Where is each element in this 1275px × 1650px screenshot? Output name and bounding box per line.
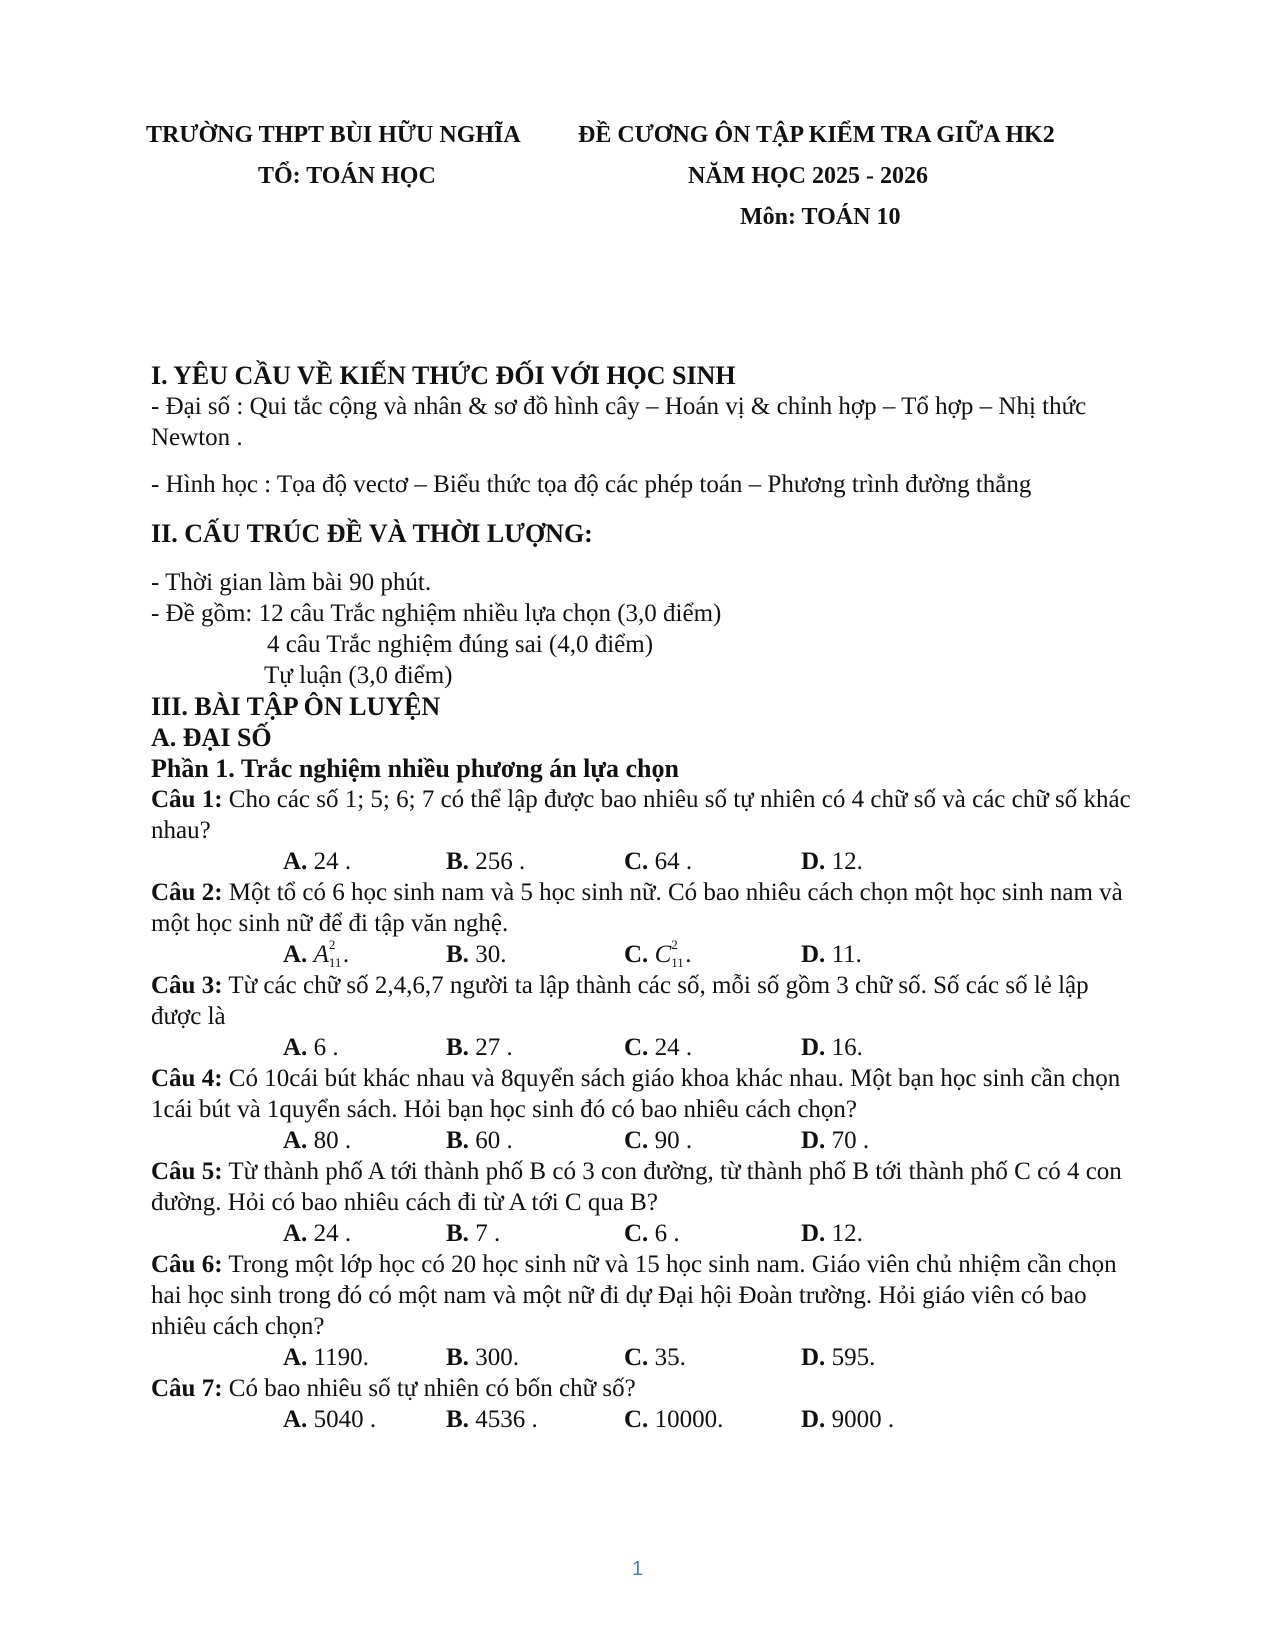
section-2-title: II. CẤU TRÚC ĐỀ VÀ THỜI LƯỢNG: — [151, 519, 593, 548]
department-name: TỔ: TOÁN HỌC — [258, 163, 436, 189]
option-a[interactable]: A. 24 . — [283, 1220, 352, 1247]
question-label: Câu 2: — [151, 879, 223, 906]
section-2-structure: - Đề gồm: 12 câu Trắc nghiệm nhiều lựa chọn (3,0 điểm) — [151, 600, 722, 627]
question-text: Trong một lớp học có 20 học sinh nữ và 15 học sinh nam. Giáo viên chủ nhiệm cần chọn hai học sinh trong đó có một nam và một nữ đi dự Đại hội Đoàn trường. Hỏi giáo viên có bao nhiêu cách chọn? — [151, 1251, 1117, 1340]
option-a[interactable]: A. 6 . — [283, 1034, 339, 1061]
option-c[interactable]: C. 24 . — [624, 1034, 693, 1061]
question-text: Cho các số 1; 5; 6; 7 có thể lập được bao nhiêu số tự nhiên có 4 chữ số và các chữ số khác nhau? — [151, 786, 1131, 844]
option-c[interactable]: C. 6 . — [624, 1220, 680, 1247]
section-1-geometry: - Hình học : Tọa độ vectơ – Biểu thức tọa độ các phép toán – Phương trình đường thẳng — [151, 471, 1032, 498]
question-label: Câu 4: — [151, 1065, 223, 1092]
subject-label: Môn: TOÁN 10 — [740, 204, 901, 230]
question-label: Câu 7: — [151, 1375, 223, 1402]
answer-options — [151, 1218, 1136, 1249]
question-4 — [151, 1063, 1136, 1125]
option-a[interactable]: A. 80 . — [283, 1127, 352, 1154]
question-text: Có 10cái bút khác nhau và 8quyển sách giáo khoa khác nhau. Một bạn học sinh cần chọn 1cái bút và 1quyển sách. Hỏi bạn học sinh đó có bao nhiêu cách chọn? — [151, 1065, 1121, 1123]
answer-options — [151, 1342, 1136, 1373]
question-6 — [151, 1249, 1136, 1342]
option-a[interactable]: A. 1190. — [283, 1344, 369, 1371]
option-a[interactable]: A. 24 . — [283, 848, 352, 875]
document-title: ĐỀ CƯƠNG ÔN TẬP KIỂM TRA GIỮA HK2 — [578, 122, 1055, 148]
question-label: Câu 6: — [151, 1251, 223, 1278]
question-text: Từ thành phố A tới thành phố B có 3 con đường, từ thành phố B tới thành phố C có 4 con đường. Hỏi có bao nhiêu cách đi từ A tới C qua B? — [151, 1158, 1122, 1216]
option-c[interactable]: C. 35. — [624, 1344, 686, 1371]
section-2-essay: Tự luận (3,0 điểm) — [264, 662, 453, 689]
section-3-subtitle: A. ĐẠI SỐ — [151, 723, 272, 752]
option-a[interactable]: A. A 2 11 . — [283, 937, 350, 971]
page-number: 1 — [631, 1558, 644, 1580]
part-1-title: Phần 1. Trắc nghiệm nhiều phương án lựa chọn — [151, 754, 679, 783]
question-label: Câu 5: — [151, 1158, 223, 1185]
option-a[interactable]: A. 5040 . — [283, 1406, 377, 1433]
school-year: NĂM HỌC 2025 - 2026 — [688, 163, 928, 189]
option-d[interactable]: D. 16. — [801, 1034, 863, 1061]
answer-options — [151, 939, 1136, 970]
option-b[interactable]: B. 300. — [446, 1344, 519, 1371]
option-c[interactable]: C. C 2 11 . — [624, 937, 692, 971]
option-c[interactable]: C. 10000. — [624, 1406, 724, 1433]
section-1-algebra: - Đại số : Qui tắc cộng và nhân & sơ đồ hình cây – Hoán vị & chỉnh hợp – Tổ hợp – Nhị thức Newton . — [151, 393, 1087, 451]
option-d[interactable]: D. 11. — [801, 941, 862, 968]
answer-options — [151, 846, 1136, 877]
option-d[interactable]: D. 12. — [801, 848, 863, 875]
question-3 — [151, 970, 1136, 1032]
question-label: Câu 3: — [151, 972, 223, 999]
question-2 — [151, 877, 1136, 939]
option-d[interactable]: D. 70 . — [801, 1127, 870, 1154]
section-2-time: - Thời gian làm bài 90 phút. — [151, 569, 432, 596]
question-1 — [151, 784, 1136, 846]
section-3-title: III. BÀI TẬP ÔN LUYỆN — [151, 692, 441, 721]
option-c[interactable]: C. 64 . — [624, 848, 693, 875]
school-name: TRƯỜNG THPT BÙI HỮU NGHĨA — [146, 122, 521, 148]
option-b[interactable]: B. 7 . — [446, 1220, 501, 1247]
question-5 — [151, 1156, 1136, 1218]
section-2-truefalse: 4 câu Trắc nghiệm đúng sai (4,0 điểm) — [267, 631, 654, 658]
question-text: Từ các chữ số 2,4,6,7 người ta lập thành các số, mỗi số gồm 3 chữ số. Số các số lẻ lập được là — [151, 972, 1089, 1030]
document-body — [151, 360, 1136, 1435]
question-label: Câu 1: — [151, 786, 223, 813]
option-c[interactable]: C. 90 . — [624, 1127, 693, 1154]
question-text: Một tổ có 6 học sinh nam và 5 học sinh nữ. Có bao nhiêu cách chọn một học sinh nam và một học sinh nữ để đi tập văn nghệ. — [151, 879, 1123, 937]
answer-options — [151, 1404, 1136, 1435]
option-b[interactable]: B. 4536 . — [446, 1406, 538, 1433]
option-d[interactable]: D. 9000 . — [801, 1406, 895, 1433]
option-b[interactable]: B. 30. — [446, 941, 507, 968]
section-1-title: I. YÊU CẦU VỀ KIẾN THỨC ĐỐI VỚI HỌC SINH — [151, 361, 736, 390]
option-b[interactable]: B. 256 . — [446, 848, 526, 875]
option-b[interactable]: B. 60 . — [446, 1127, 513, 1154]
answer-options — [151, 1032, 1136, 1063]
answer-options — [151, 1125, 1136, 1156]
option-b[interactable]: B. 27 . — [446, 1034, 513, 1061]
question-7 — [151, 1373, 1136, 1404]
question-text: Có bao nhiêu số tự nhiên có bốn chữ số? — [228, 1375, 636, 1402]
option-d[interactable]: D. 595. — [801, 1344, 876, 1371]
option-d[interactable]: D. 12. — [801, 1220, 863, 1247]
